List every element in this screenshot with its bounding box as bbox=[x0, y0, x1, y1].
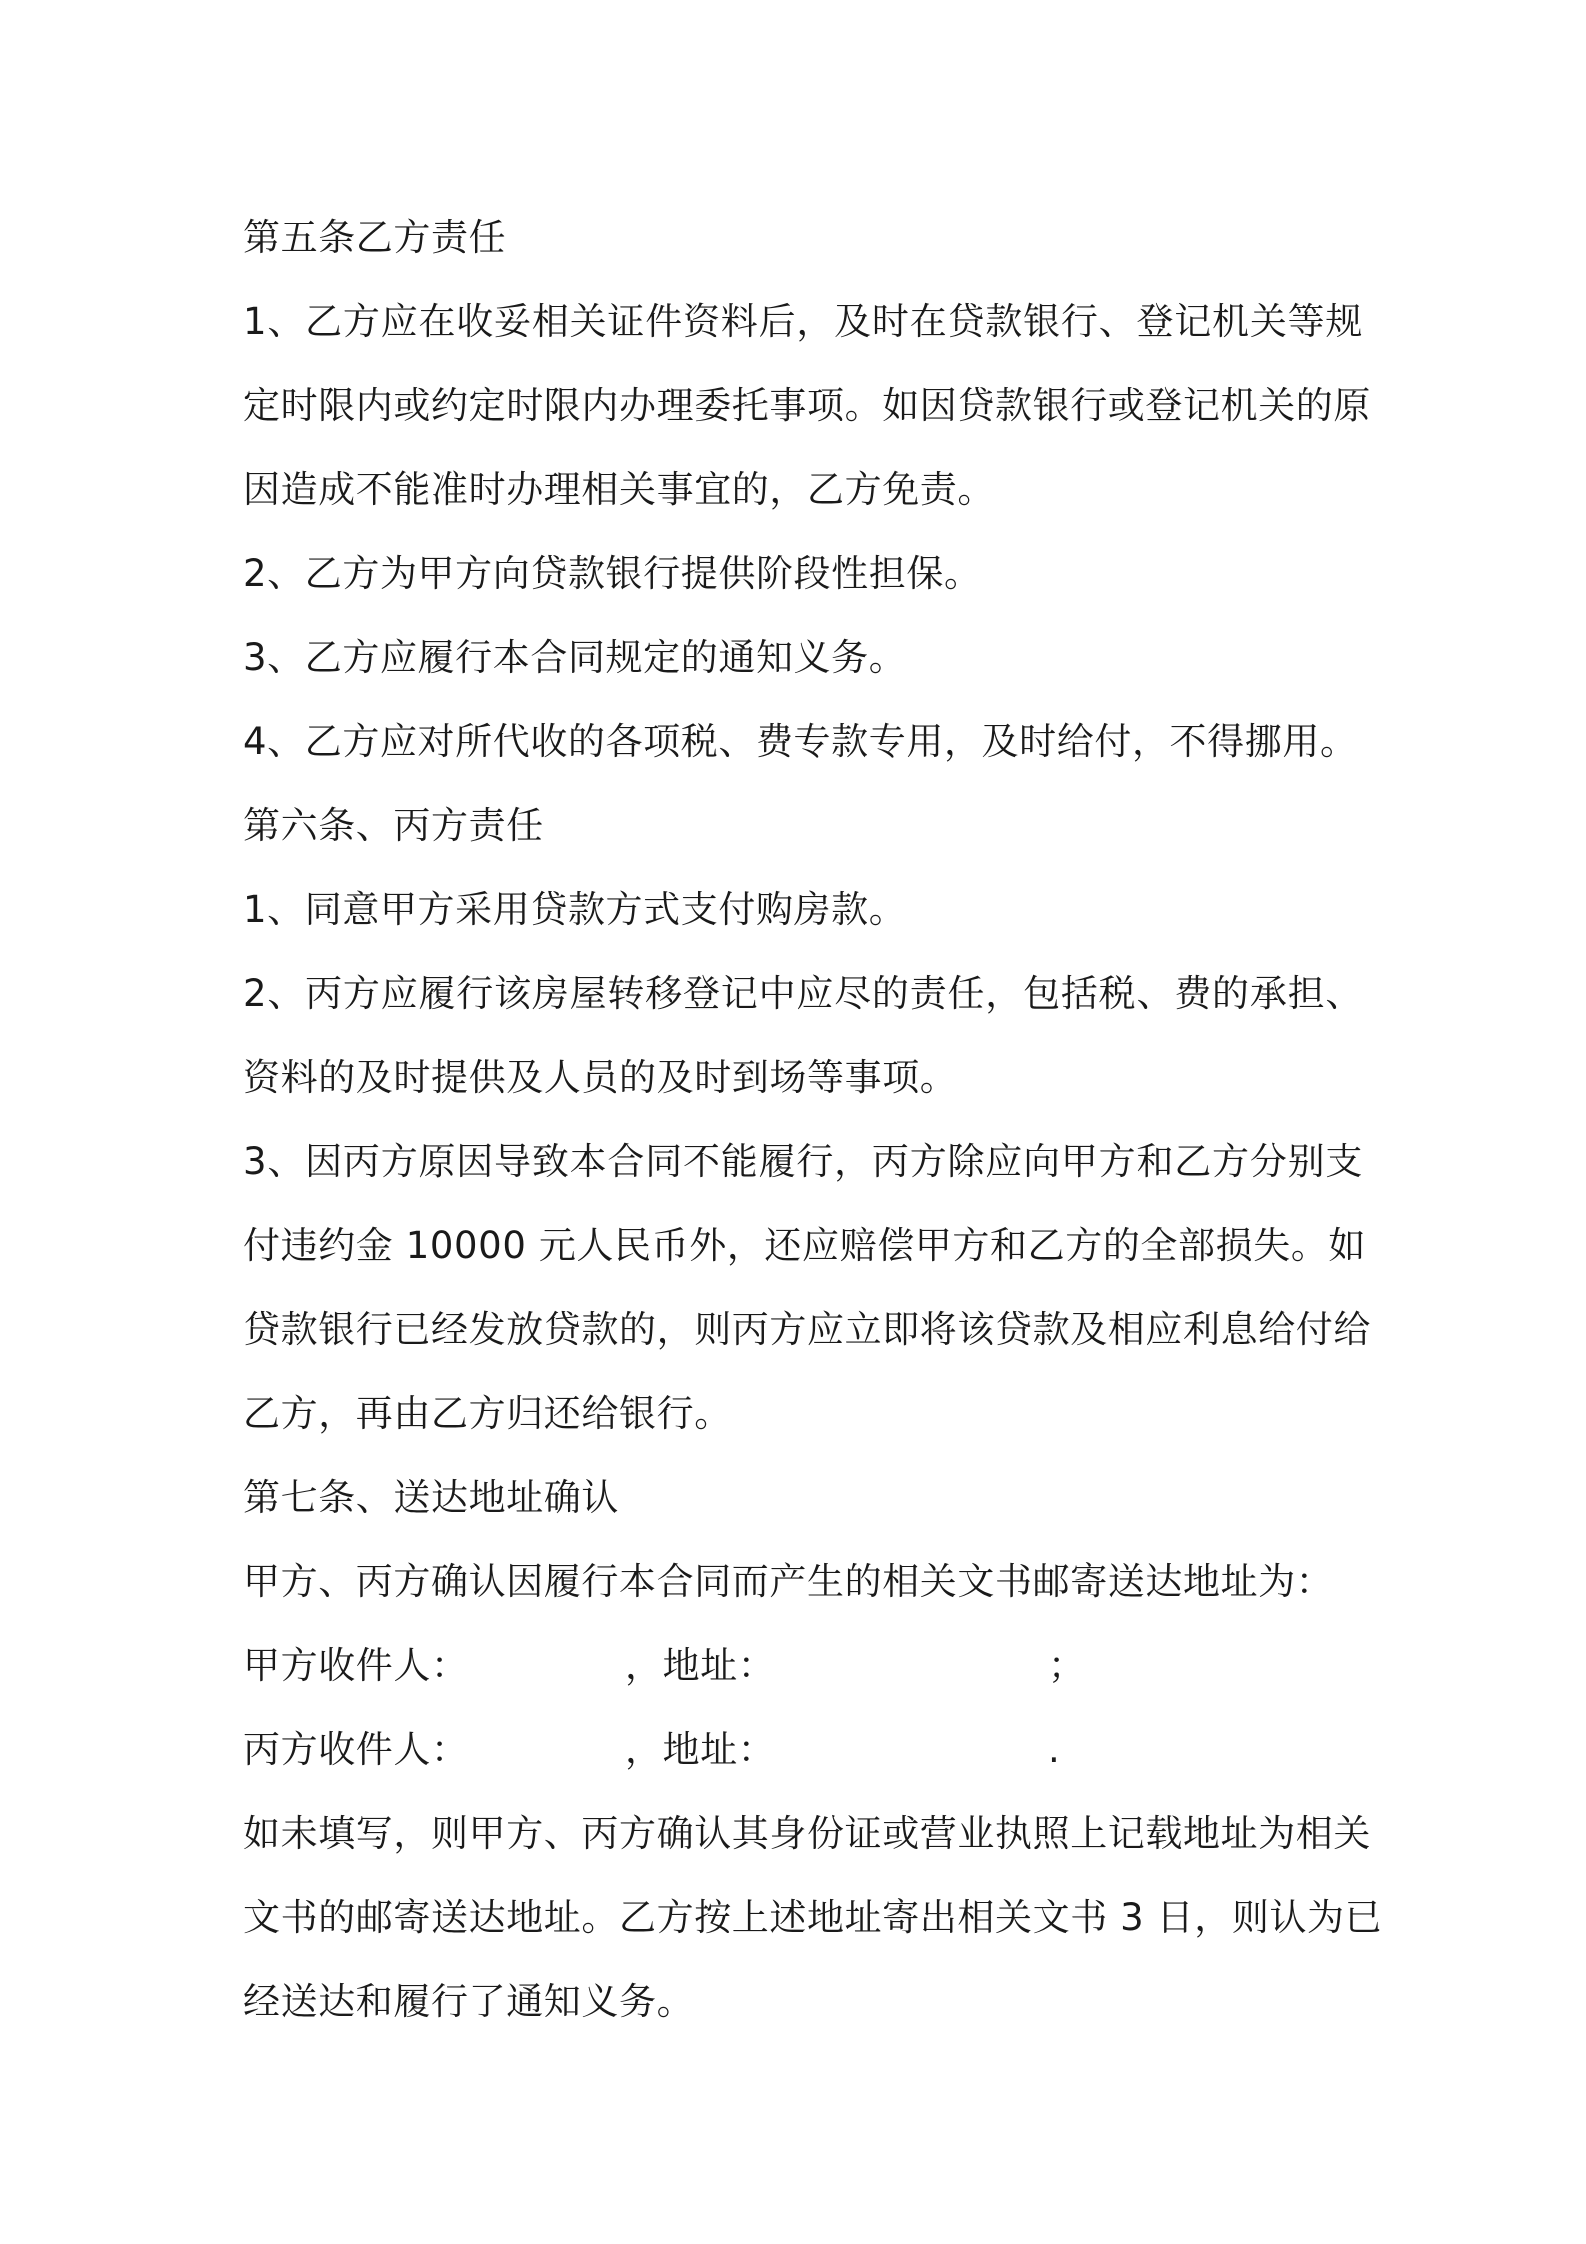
end-mark: . bbox=[1048, 1728, 1061, 1771]
paragraph-line: 3、因丙方原因导致本合同不能履行，丙方除应向甲方和乙方分别支 bbox=[243, 1140, 1363, 1183]
paragraph-line: 资料的及时提供及人员的及时到场等事项。 bbox=[243, 1056, 958, 1099]
paragraph-line: 如未填写，则甲方、丙方确认其身份证或营业执照上记载地址为相关 bbox=[243, 1812, 1371, 1855]
paragraph-line: 经送达和履行了通知义务。 bbox=[243, 1980, 695, 2023]
recipient-label: 甲方收件人： bbox=[243, 1644, 469, 1687]
paragraph-line: 乙方，再由乙方归还给银行。 bbox=[243, 1392, 732, 1435]
section-heading: 第六条、丙方责任 bbox=[243, 804, 544, 847]
section-heading: 第七条、送达地址确认 bbox=[243, 1476, 619, 1519]
paragraph-line: 2、丙方应履行该房屋转移登记中应尽的责任，包括税、费的承担、 bbox=[243, 972, 1363, 1015]
recipient-label: 丙方收件人： bbox=[243, 1728, 469, 1771]
paragraph-line: 文书的邮寄送达地址。乙方按上述地址寄出相关文书 3 日，则认为已 bbox=[243, 1896, 1383, 1939]
paragraph-line: 1、乙方应在收妥相关证件资料后，及时在贷款银行、登记机关等规 bbox=[243, 300, 1363, 343]
paragraph-line: 1、同意甲方采用贷款方式支付购房款。 bbox=[243, 888, 907, 931]
end-mark: ； bbox=[1048, 1644, 1086, 1687]
recipient-row-jia bbox=[243, 1624, 1363, 1708]
paragraph-line: 3、乙方应履行本合同规定的通知义务。 bbox=[243, 636, 907, 679]
address-label: ，地址： bbox=[625, 1644, 776, 1687]
address-label: ，地址： bbox=[625, 1728, 776, 1771]
paragraph-line: 贷款银行已经发放贷款的，则丙方应立即将该贷款及相应利息给付给 bbox=[243, 1308, 1371, 1351]
paragraph-line: 因造成不能准时办理相关事宜的，乙方免责。 bbox=[243, 468, 995, 511]
section-heading: 第五条乙方责任 bbox=[243, 216, 507, 259]
recipient-row-bing bbox=[243, 1708, 1363, 1792]
paragraph-line: 甲方、丙方确认因履行本合同而产生的相关文书邮寄送达地址为： bbox=[243, 1560, 1334, 1603]
document-body bbox=[243, 196, 1383, 2044]
paragraph-line: 4、乙方应对所代收的各项税、费专款专用，及时给付，不得挪用。 bbox=[243, 720, 1358, 763]
paragraph-line: 2、乙方为甲方向贷款银行提供阶段性担保。 bbox=[243, 552, 982, 595]
paragraph-line: 付违约金 10000 元人民币外，还应赔偿甲方和乙方的全部损失。如 bbox=[243, 1224, 1367, 1267]
paragraph-line: 定时限内或约定时限内办理委托事项。如因贷款银行或登记机关的原 bbox=[243, 384, 1371, 427]
